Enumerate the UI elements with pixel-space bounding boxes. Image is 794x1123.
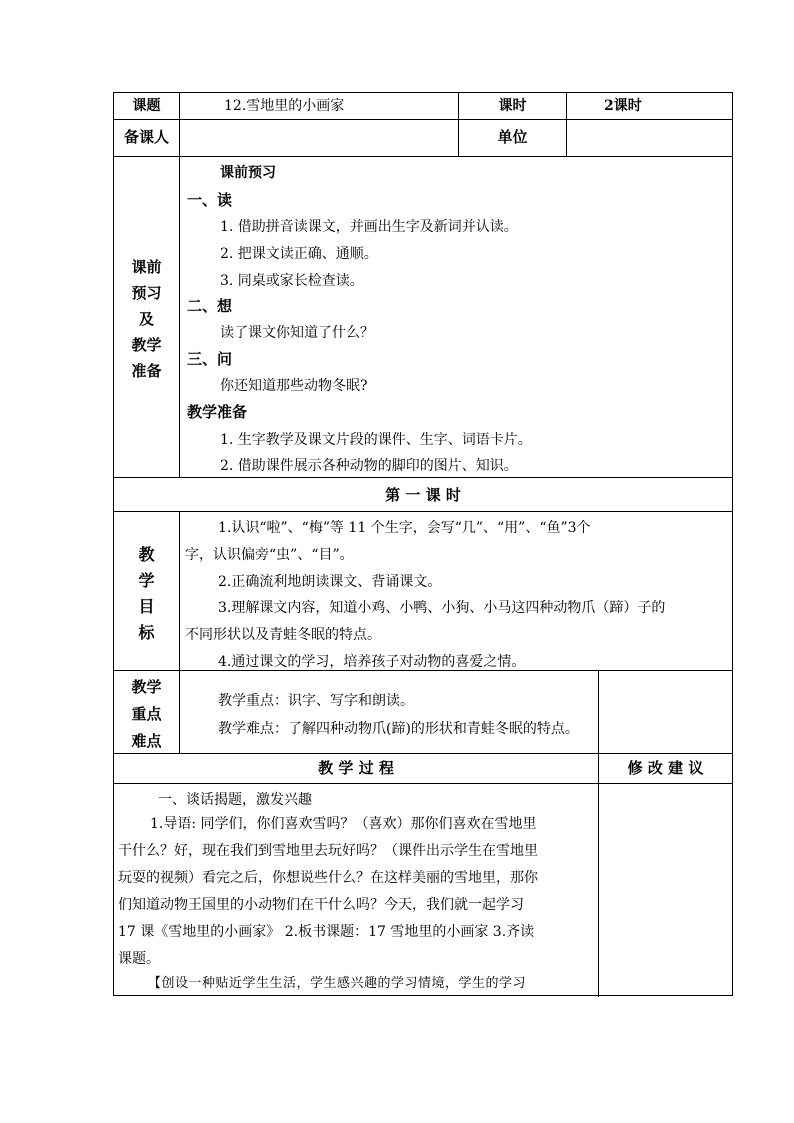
process-line: 玩耍的视频）看完之后，你想说些什么？在这样美丽的雪地里，那你 [118,870,538,886]
goal-text: 2.正确流利地朗读课文、背诵课文。 [218,574,442,590]
ask-text: 你还知道那些动物冬眠? [220,378,368,394]
hours-label: 课时 [498,98,527,114]
goal-text: 1.认识“啦”、“梅”等 11 个生字，会写“几”、“用”、“鱼”3个 [218,520,591,536]
materials-item: 2. 借助课件展示各种动物的脚印的图片、知识。 [220,458,518,474]
col-divider [566,93,567,156]
read-item: 2. 把课文读正确、通顺。 [220,246,378,262]
side-label-line: 难点 [131,732,162,750]
goals-side-label [114,542,179,646]
course-title: 12.雪地里的小画家 [224,98,345,114]
row-divider [114,511,732,512]
process-line: 们知道动物王国里的小动物们在干什么吗？今天，我们就一起学习 [118,897,524,913]
prep-title: 课前预习 [220,165,276,181]
side-label-line: 标 [138,623,155,642]
think-text: 读了课文你知道了什么？ [220,325,374,341]
process-line: 17 课《雪地里的小画家》 2.板书课题：17 雪地里的小画家 3.齐读 [118,924,535,940]
goal-text: 3.理解课文内容，知道小鸡、小鸭、小狗、小马这四种动物爪（蹄）子的 [218,600,666,616]
goal-text: 不同形状以及青蛙冬眠的特点。 [185,627,381,643]
goal-text: 字，认识偏旁“虫”、“目”。 [185,547,354,563]
side-label-line: 课前 [131,258,162,276]
lesson-title: 第 一 课 时 [385,486,461,504]
goal-text: 4.通过课文的学习，培养孩子对动物的喜爱之情。 [218,654,526,670]
process-line: 1.导语: 同学们，你们喜欢雪吗？（喜欢）那你们喜欢在雪地里 [150,816,537,832]
process-line: 干什么？好，现在我们到雪地里去玩好吗？（课件出示学生在雪地里 [118,843,538,859]
design-note: 【创设一种贴近学生生活，学生感兴趣的学习情境，学生的学习 [148,976,527,991]
suggestion-title: 修 改 建 议 [627,759,704,777]
read-item: 1. 借助拼音读课文，并画出生字及新词并认读。 [220,219,518,235]
key-points-side-label [114,674,179,755]
read-heading: 一、读 [187,191,233,209]
ask-heading: 三、问 [187,350,233,368]
course-label: 课题 [132,98,161,114]
side-label-line: 重点 [131,705,162,723]
process-title: 教 学 过 程 [318,759,394,777]
side-label-line: 目 [138,597,155,616]
materials-item: 1. 生字教学及课文片段的课件、生字、词语卡片。 [220,432,532,448]
hours-value: 2课时 [604,98,642,114]
prep-side-label [114,254,179,384]
lesson-plan-table [113,92,733,996]
preparer-label: 备课人 [123,128,169,146]
side-label-line: 教 [138,545,155,564]
side-label-line: 教学 [131,336,162,354]
row-divider [114,753,732,754]
think-heading: 二、想 [187,297,233,315]
row-divider [114,119,732,120]
side-label-line: 准备 [131,362,162,380]
difficulty-text: 教学难点：了解四种动物爪(蹄)的形状和青蛙冬眠的特点。 [218,721,579,737]
col-divider [179,511,180,753]
focus-text: 教学重点：识字、写字和朗读。 [218,693,414,709]
row-divider [114,670,732,671]
side-label-line: 教学 [131,678,162,696]
side-label-line: 预习 [131,284,162,302]
side-label-line: 学 [138,571,155,590]
read-item: 3. 同桌或家长检查读。 [220,273,364,289]
step-heading: 一、谈话揭题，激发兴趣 [158,792,312,808]
row-divider [114,156,732,157]
materials-heading: 教学准备 [187,403,248,421]
side-label-line: 及 [138,310,154,328]
col-divider [179,93,180,477]
process-line: 课题。 [118,951,160,967]
row-divider [114,477,732,478]
col-divider [598,670,599,997]
unit-label: 单位 [497,128,528,146]
row-divider [114,783,732,784]
process-paragraph [118,811,596,973]
